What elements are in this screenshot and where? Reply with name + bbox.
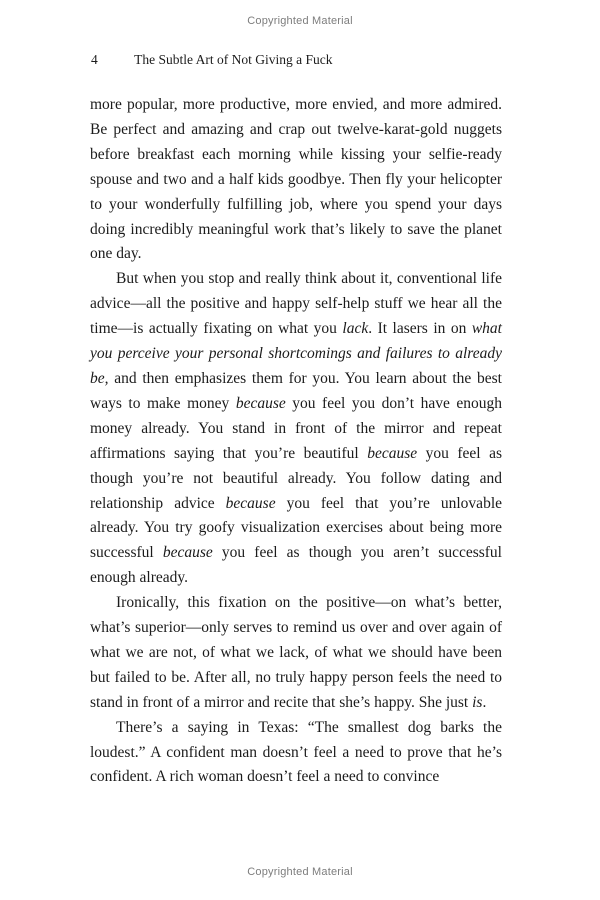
- text-run: you feel that you’re unlovable already. You try goofy visualization exercises about being more successful: [90, 494, 503, 562]
- text-run: and then emphasizes them for you. You learn about the best ways to make money: [90, 369, 502, 412]
- italic-text-run: because: [367, 444, 418, 462]
- text-run: Ironically, this fixation on the positive—on what’s better, what’s superior—only serves to remind us over and over again of what we are not, of what we lack, of what we should have been but failed to be. After all, no truly happy person feels the need to stand in front of a mirror and recite that she’s happy. She just: [90, 594, 502, 711]
- text-run: .: [482, 693, 487, 711]
- italic-text-run: is: [472, 693, 483, 711]
- page-number: 4: [91, 52, 98, 67]
- paragraph: [90, 591, 502, 716]
- paragraph: [90, 93, 502, 267]
- paragraph: [90, 267, 502, 591]
- text-run: But when you stop and really think about it, conventional life advice—all the positive and happy self-help stuff we hear all the time—is actually fixating on what you: [90, 270, 502, 338]
- text-run: more popular, more productive, more envied, and more admired. Be perfect and amazing and crap out twelve-karat-gold nuggets before breakfast each morning while kissing your selfie-ready spouse and two and a half kids goodbye. Then fly your helicopter to your wonderfully fulfilling job, where you spend your days doing incredibly meaningful work that’s likely to save the planet one day.: [90, 96, 502, 263]
- text-run: . It lasers in on: [368, 320, 472, 338]
- italic-text-run: because: [235, 394, 286, 412]
- italic-text-run: lack: [342, 320, 369, 338]
- italic-text-run: because: [225, 494, 276, 512]
- copyright-notice-bottom: Copyrighted Material: [247, 866, 353, 878]
- body-text: [90, 93, 502, 790]
- running-header: [91, 52, 509, 68]
- paragraph: [90, 716, 502, 791]
- italic-text-run: what you perceive your personal shortcomings and failures to already be,: [90, 320, 502, 387]
- copyright-notice-top: Copyrighted Material: [247, 15, 353, 27]
- running-title: The Subtle Art of Not Giving a Fuck: [134, 52, 333, 67]
- text-run: There’s a saying in Texas: “The smallest dog barks the loudest.” A confident man doesn’t feel a need to prove that he’s confident. A rich woman doesn’t feel a need to convince: [90, 718, 502, 786]
- text-run: you feel as though you’re not beautiful already. You follow dating and relationship advice: [90, 444, 502, 512]
- italic-text-run: because: [162, 544, 213, 562]
- text-run: you feel you don’t have enough money already. You stand in front of the mirror and repeat affirmations saying that you’re beautiful: [90, 394, 502, 462]
- text-run: you feel as though you aren’t successful enough already.: [90, 544, 502, 587]
